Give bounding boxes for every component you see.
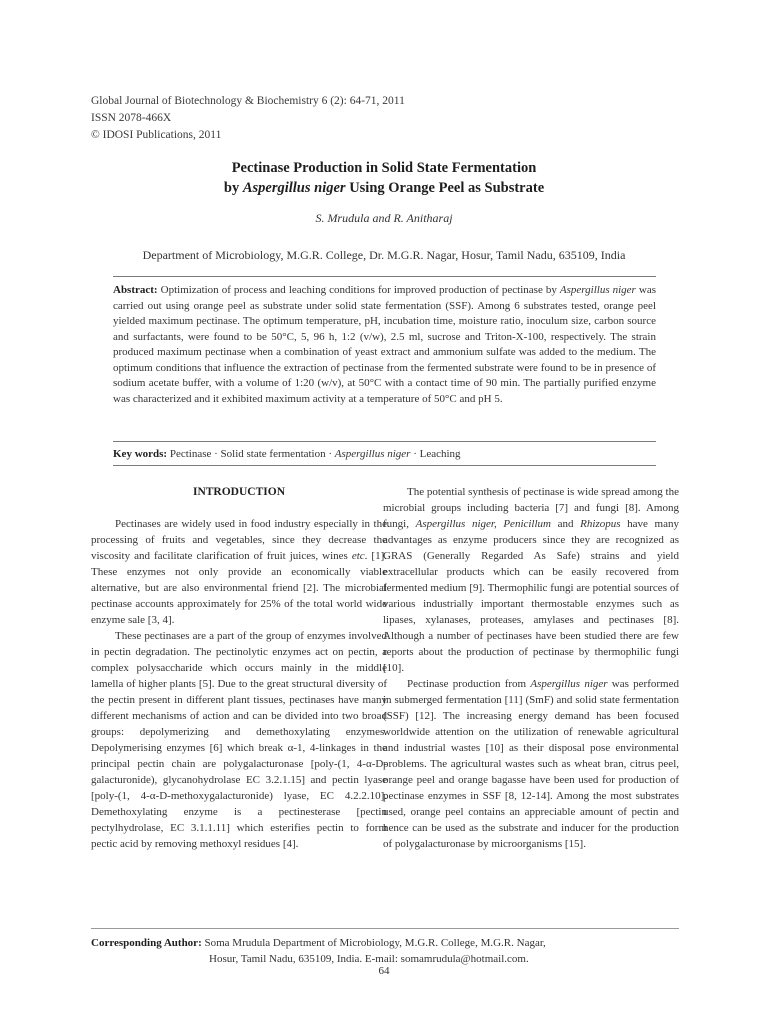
corresponding-author [91, 935, 546, 967]
intro-paragraph-4: Pectinase production from Aspergillus niger was performed in submerged fermentation [11] (SmF) and solid state fermentation (SSF) [12]. The increasing energy demand has been focused worldwide attention on the utilization of renewable agricultural and industrial wastes [10] as their disposal pose environmental problems. The agricultural wastes such as wheat bran, citrus peel, orange peel and orange bagasse have been used for production of pectinase enzymes in SSF [8, 12-14]. Among the most substrates used, orange peel contains an appreciable amount of pectin and hence can be used as the substrate and inducer for the production of polygalacturonase by microorganisms [15]. [383, 678, 679, 850]
authors: S. Mrudula and R. Anitharaj [315, 211, 453, 225]
left-column [91, 484, 387, 852]
intro-paragraph-1: Pectinases are widely used in food industry especially in the processing of fruits and vegetables, since they decrease the viscosity and facilitate clarification of fruit juices, wines etc. [1]. These enzymes not only provide an economically viable alternative, but are also environmental friend [2]. The microbial pectinase accounts approximately for 25% of the total world wide enzyme sale [3, 4]. [91, 518, 388, 626]
introduction-heading: INTRODUCTION [192, 486, 285, 498]
footer-rule [91, 928, 679, 929]
page-number: 64 [378, 965, 390, 977]
paper-title [0, 158, 768, 198]
abstract-top-rule [113, 276, 656, 277]
title-line-1: Pectinase Production in Solid State Fermentation [231, 160, 537, 176]
keywords-label: Key words: [113, 448, 168, 460]
corresponding-line-1: Corresponding Author: Soma Mrudula Department of Microbiology, M.G.R. College, M.G.R. Nagar, [91, 937, 546, 949]
journal-header [91, 93, 405, 144]
title-line-2: by Aspergillus niger Using Orange Peel as Substrate [223, 180, 545, 196]
keywords-top-rule [113, 441, 656, 442]
intro-paragraph-3: The potential synthesis of pectinase is wide spread among the microbial groups including bacteria [7] and fungi [8]. Among fungi, Aspergillus niger, Penicillum and Rhizopus have many advantages as enzyme producers since they are recognized as GRAS (Generally Regarded As Safe) strains and yield extracellular products which can be easily recovered from fermented medium [9]. Thermophilic fungi are potential sources of various industrially important thermostable enzymes such as lipases, xylanases, proteases, amylases and pectinases [8]. Although a number of pectinases have been studied there are few reports about the production of pectinase by thermophilic fungi [10]. [383, 486, 679, 674]
journal-citation: Global Journal of Biotechnology & Biochemistry 6 (2): 64-71, 2011 [91, 95, 405, 107]
keywords: Key words: Pectinase · Solid state fermentation · Aspergillus niger · Leaching [113, 448, 461, 460]
corresponding-line-2: Hosur, Tamil Nadu, 635109, India. E-mail: somamrudula@hotmail.com. [209, 953, 529, 965]
copyright: © IDOSI Publications, 2011 [91, 129, 222, 141]
affiliation: Department of Microbiology, M.G.R. College, Dr. M.G.R. Nagar, Hosur, Tamil Nadu, 635109, India [142, 248, 626, 262]
abstract: Abstract: Optimization of process and leaching conditions for improved production of pectinase by Aspergillus niger was carried out using orange peel as substrate under solid state fermentation (SSF). Among 6 substrates tested, orange peel yielded maximum pectinase. The optimum temperature, pH, incubation time, moisture ratio, inoculum size, carbon source and surfactants, were found to be 50°C, 5, 96 h, 1:2 (v/w), 2.5 ml, sucrose and Triton-X-100, respectively. The strain produced maximum pectinase when a combination of yeast extract and ammonium sulfate was added to the medium. The optimum conditions that influence the extraction of pectinase from the fermented substrate were found to be in presence of sodium acetate buffer, with a volume of 1:20 (w/v), at 50°C with a contact time of 90 min. The partially purified enzyme was characterized and it exhibited maximum activity at a temperature of 50°C and pH 5. [113, 284, 656, 405]
intro-paragraph-2: These pectinases are a part of the group of enzymes involved in pectin degradation. The pectinolytic enzymes act on pectin, a complex polysaccharide which occurs mainly in the middle lamella of higher plants [5]. Due to the great structural diversity of the pectin present in different plant tissues, pectinases have many different mechanisms of action and can be divided into two broad groups: depolymerizing and demethoxylating enzymes. Depolymerising enzymes [6] which break α-1, 4-linkages in the principal pectin chain are polygalacturonase [poly-(1, 4-α-D-galacturonide), glycanohydrolase EC 3.2.1.15] and pectin lyase [poly-(1, 4-α-D-methoxygalacturonide) lyase, EC 4.2.2.10]. Demethoxylating enzyme is a pectinesterase [pectin pectylhydrolase, EC 3.1.1.11] which esterifies pectin to form pectic acid by removing methoxyl residues [4]. [91, 630, 387, 850]
issn: ISSN 2078-466X [91, 112, 172, 124]
abstract-label: Abstract: [113, 284, 158, 296]
right-column [383, 484, 679, 852]
keywords-bottom-rule [113, 465, 656, 466]
